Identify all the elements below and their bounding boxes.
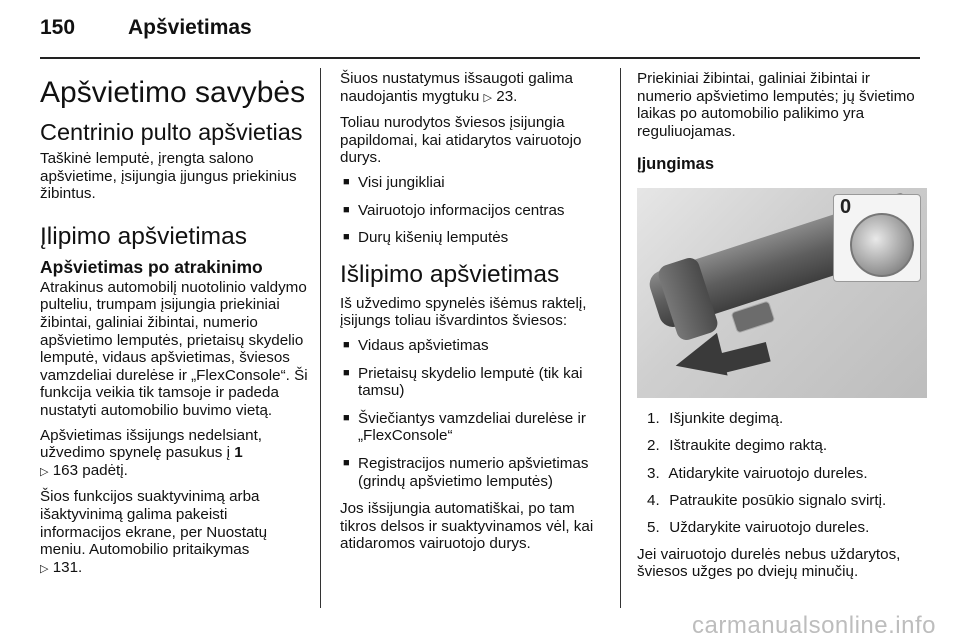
door-lights-para: Toliau nurodytos šviesos įsijungia papildomai, kai atidarytos vairuotojo durys. bbox=[340, 114, 582, 167]
list-item bbox=[340, 202, 608, 220]
ignition-off-text: Apšvietimas išsijungs nedelsiant, užvedimo spynelę pasukus į bbox=[40, 426, 263, 462]
list-item bbox=[340, 229, 608, 247]
list-item bbox=[340, 410, 608, 445]
list-item bbox=[340, 365, 608, 400]
list-item-label: Visi jungikliai bbox=[358, 173, 445, 191]
bullet-icon: ■ bbox=[343, 338, 350, 351]
exit-lights-list bbox=[340, 337, 608, 490]
ignition-off-para bbox=[40, 427, 310, 482]
step-text: Išjunkite degimą. bbox=[669, 410, 784, 428]
section-heading-console-lighting: Centrinio pulto apšvietias bbox=[40, 119, 303, 145]
step-item bbox=[637, 519, 927, 537]
step-item bbox=[637, 492, 927, 510]
ignition-ref-link[interactable]: 163 padėtį. bbox=[52, 461, 128, 479]
list-item-label: Šviečiantys vamzdeliai durelėse ir „FlexConsole“ bbox=[358, 409, 586, 445]
door-open-note: Jei vairuotojo durelės nebus uždarytos, šviesos užges po dviejų minučių. bbox=[637, 545, 901, 581]
watermark: carmanualsonline.info bbox=[692, 612, 936, 639]
triangle-right-icon: ▷ bbox=[483, 91, 493, 104]
auto-off-para: Jos išsijungia automatiškai, po tam tikros delsos ir suaktyvinamos vėl, kai atidaromos vairuotojo durys. bbox=[340, 500, 594, 553]
steps-list bbox=[637, 410, 927, 536]
bullet-icon: ■ bbox=[343, 456, 350, 469]
list-item-label: Registracijos numerio apšvietimas (grindų apšvietimo lemputės) bbox=[358, 454, 589, 490]
adjustable-lights-para: Priekiniai žibintai, galiniai žibintai ir numerio apšvietimo lemputės; jų švietimo laikas po automobilio palikimo yra reguliuojamas. bbox=[637, 70, 915, 140]
step-item bbox=[637, 465, 927, 483]
step-text: Patraukite posūkio signalo svirtį. bbox=[669, 491, 887, 509]
settings-ref-link[interactable]: 131. bbox=[52, 558, 83, 576]
list-item bbox=[340, 174, 608, 192]
column-3 bbox=[637, 70, 927, 588]
step-text: Ištraukite degimo raktą. bbox=[669, 437, 828, 455]
step-number: 3. bbox=[647, 464, 660, 482]
page-title: Apšvietimo savybės bbox=[40, 76, 306, 109]
ignition-inset bbox=[833, 194, 921, 282]
bullet-icon: ■ bbox=[343, 175, 350, 188]
section-heading-entry-lighting: Įlipimo apšvietimas bbox=[40, 222, 247, 250]
step-item bbox=[637, 437, 927, 455]
settings-text: Šios funkcijos suaktyvinimą arba išaktyvinimą galima pakeisti informacijos ekrane, per Nuostatų meniu. Automobilio pritaikymas bbox=[40, 488, 268, 559]
unlock-lighting-para: Atrakinus automobilį nuotolinio valdymo pulteliu, trumpam įsijungia priekiniai žibintai, galiniai žibintai, numerio apšvietimo lemputės, prietaisų skydelio lemputė, vidaus apšvietimas, šviesos vamzdeliai durelėse ir „FlexConsole“. Ši funkcija veikia tik tamsoje ir padeda nustatyti automobilio buvimo vietą. bbox=[40, 278, 308, 419]
console-lighting-text: Taškinė lemputė, įrengta salono apšvietime, įsijungia įjungus priekinius žibintus. bbox=[40, 150, 297, 203]
column-divider bbox=[620, 68, 621, 608]
section-heading-exit-lighting: Išlipimo apšvietimas bbox=[340, 260, 560, 288]
running-title: Apšvietimas bbox=[128, 16, 252, 39]
bullet-icon: ■ bbox=[343, 411, 350, 424]
ignition-knob-icon bbox=[850, 213, 914, 277]
save-settings-para bbox=[340, 70, 608, 107]
step-number: 1. bbox=[647, 410, 660, 428]
step-text: Atidarykite vairuotojo dureles. bbox=[668, 464, 868, 482]
settings-para bbox=[40, 488, 310, 578]
save-settings-ref-link[interactable]: 23. bbox=[496, 87, 518, 105]
column-1 bbox=[40, 70, 310, 585]
list-item-label: Vidaus apšvietimas bbox=[358, 336, 489, 354]
save-settings-text: Šiuos nustatymus išsaugoti galima naudojantis mygtuku bbox=[340, 70, 573, 105]
step-number: 5. bbox=[647, 518, 660, 536]
turn-signal-stalk-illustration bbox=[637, 188, 927, 398]
column-2 bbox=[340, 70, 608, 560]
list-item-label: Vairuotojo informacijos centras bbox=[358, 201, 565, 219]
triangle-right-icon: ▷ bbox=[40, 465, 49, 478]
bullet-icon: ■ bbox=[343, 366, 350, 379]
step-number: 4. bbox=[647, 491, 660, 509]
list-item bbox=[340, 455, 608, 490]
bullet-icon: ■ bbox=[343, 203, 350, 216]
door-lights-list bbox=[340, 174, 608, 247]
header-rule bbox=[40, 57, 920, 59]
subheading-activation: Įjungimas bbox=[637, 155, 715, 174]
list-item-label: Prietaisų skydelio lemputė (tik kai tamsu) bbox=[358, 364, 583, 400]
step-number: 2. bbox=[647, 437, 660, 455]
ignition-zero-label: 0 bbox=[840, 196, 852, 219]
bullet-icon: ■ bbox=[343, 231, 350, 244]
column-divider bbox=[320, 68, 321, 608]
step-item bbox=[637, 410, 927, 428]
page-header bbox=[40, 16, 920, 50]
arrow-left-icon bbox=[670, 333, 727, 387]
exit-lighting-para: Iš užvedimo spynelės išėmus raktelį, įsijungs toliau išvardintos šviesos: bbox=[340, 294, 587, 330]
page-number: 150 bbox=[40, 16, 76, 39]
ignition-position: 1 bbox=[234, 444, 243, 462]
triangle-right-icon: ▷ bbox=[40, 562, 49, 575]
list-item-label: Durų kišenių lemputės bbox=[358, 229, 509, 247]
step-text: Uždarykite vairuotojo dureles. bbox=[669, 518, 870, 536]
subsection-heading-unlock-lighting: Apšvietimas po atrakinimo bbox=[40, 256, 263, 277]
list-item bbox=[340, 337, 608, 355]
